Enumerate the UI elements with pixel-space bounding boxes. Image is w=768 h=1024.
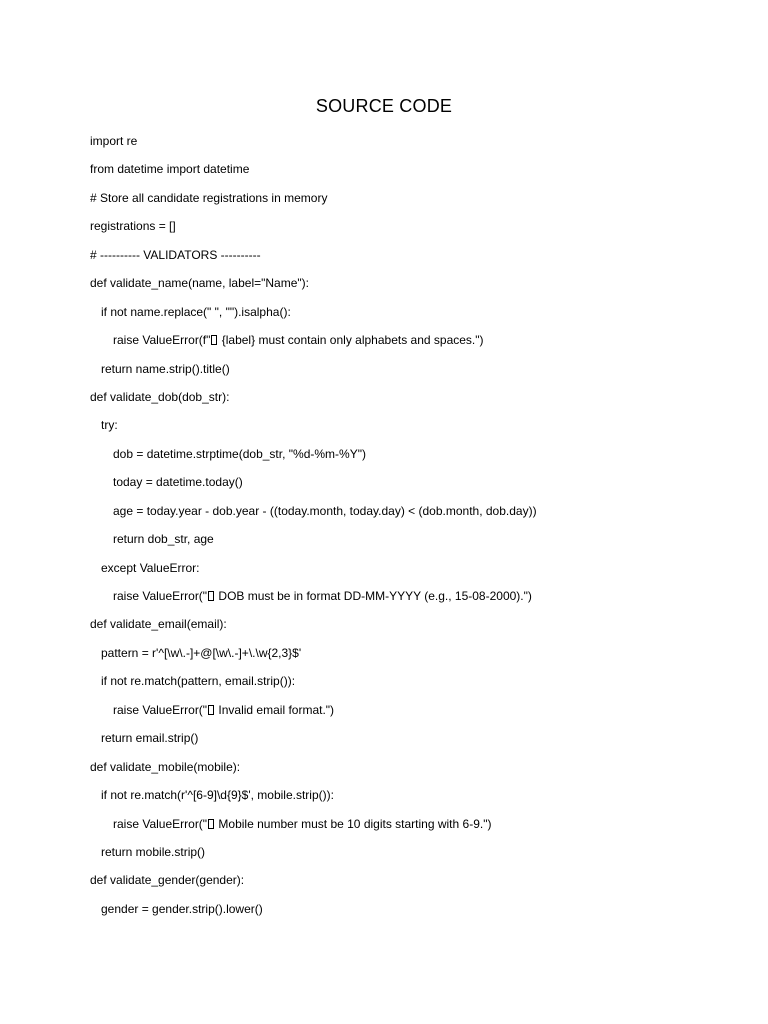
- source-code-block: [90, 131, 730, 927]
- code-text: raise ValueError(f": [113, 333, 211, 348]
- code-line: try:: [101, 418, 118, 433]
- code-line: if not name.replace(" ", "").isalpha():: [101, 304, 291, 319]
- code-line: pattern = r'^[\w\.-]+@[\w\.-]+\.\w{2,3}$': [101, 645, 302, 660]
- code-line: gender = gender.strip().lower(): [101, 901, 263, 916]
- code-line: return email.strip(): [101, 731, 199, 746]
- code-line: def validate_name(name, label="Name"):: [90, 276, 309, 291]
- code-text: Mobile number must be 10 digits starting with 6-9."): [215, 816, 492, 831]
- code-text: DOB must be in format DD-MM-YYYY (e.g., 15-08-2000)."): [215, 589, 532, 603]
- code-line: [90, 814, 730, 842]
- code-text: {label} must contain only alphabets and spaces."): [218, 333, 484, 348]
- page-title: SOURCE CODE: [315, 96, 453, 116]
- code-line: return mobile.strip(): [101, 844, 206, 859]
- code-line: import re: [90, 134, 138, 148]
- code-line: def validate_mobile(mobile):: [90, 759, 241, 774]
- code-text: raise ValueError(": [113, 816, 208, 831]
- code-line: dob = datetime.strptime(dob_str, "%d-%m-%Y"): [113, 446, 366, 461]
- code-text: Invalid email format."): [215, 702, 335, 717]
- missing-glyph-icon: [208, 591, 214, 601]
- code-line: def validate_dob(dob_str):: [90, 389, 230, 404]
- code-line: today = datetime.today(): [113, 475, 243, 490]
- missing-glyph-icon: [208, 819, 214, 829]
- code-line: age = today.year - dob.year - ((today.month, today.day) < (dob.month, dob.day)): [113, 503, 537, 518]
- missing-glyph-icon: [211, 335, 217, 345]
- code-line: [90, 700, 730, 728]
- code-text: raise ValueError(": [113, 702, 208, 717]
- code-line: if not re.match(r'^[6-9]\d{9}$', mobile.strip()):: [101, 788, 334, 803]
- code-line: [90, 586, 730, 614]
- code-line: except ValueError:: [101, 560, 200, 575]
- code-line: [90, 330, 730, 358]
- code-line: return name.strip().title(): [101, 361, 230, 376]
- code-line: def validate_gender(gender):: [90, 873, 245, 888]
- code-line: registrations = []: [90, 219, 176, 234]
- code-line: if not re.match(pattern, email.strip()):: [101, 674, 296, 689]
- code-line: from datetime import datetime: [90, 162, 250, 177]
- code-line: return dob_str, age: [113, 532, 214, 547]
- code-line: def validate_email(email):: [90, 617, 227, 632]
- code-line: # ---------- VALIDATORS ----------: [90, 247, 261, 262]
- missing-glyph-icon: [208, 705, 214, 715]
- code-line: # Store all candidate registrations in memory: [90, 190, 328, 205]
- code-text: raise ValueError(": [113, 589, 208, 603]
